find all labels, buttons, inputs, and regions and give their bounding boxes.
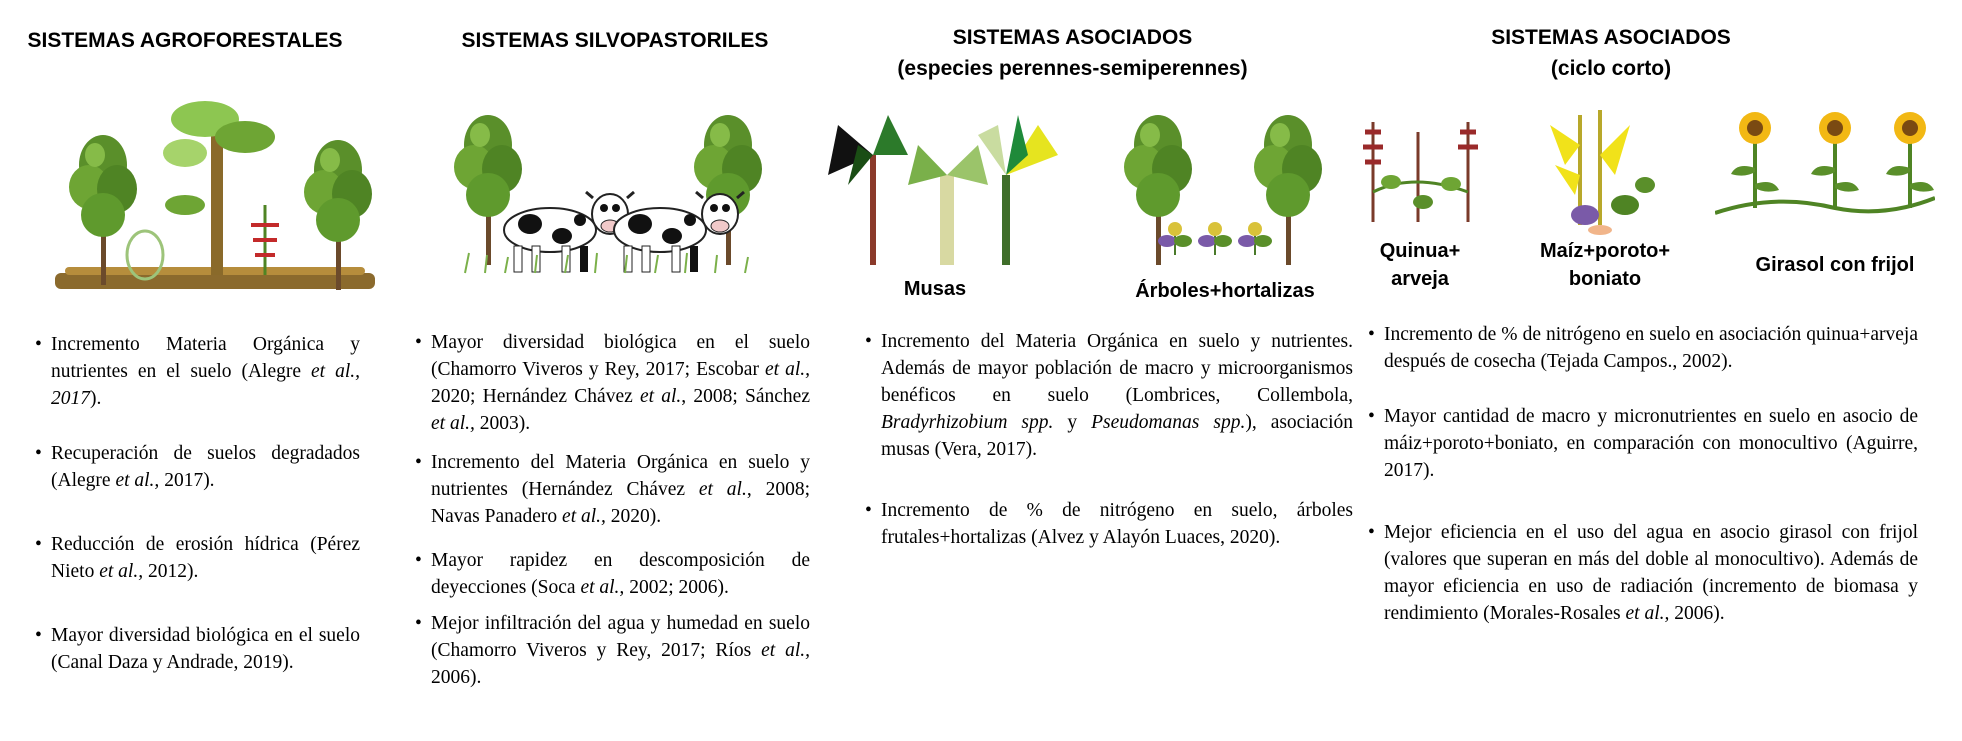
heading-line1: SISTEMAS ASOCIADOS — [952, 26, 1193, 49]
bullets-asociados-perennes — [865, 328, 1353, 588]
caption-line1: Quinua+ — [1379, 240, 1461, 262]
part: 2002; 2006). — [624, 577, 729, 598]
part: ). — [90, 388, 102, 409]
heading-asociados-ciclo-corto — [1340, 22, 1882, 84]
part: 2006). — [1669, 603, 1725, 624]
bullet-item — [35, 440, 360, 494]
part: Pseudomanas spp. — [1091, 412, 1246, 433]
caption-line2: arveja — [1391, 268, 1449, 290]
part: 2020; Hernández Chávez — [431, 386, 640, 407]
bullet-item — [415, 547, 810, 601]
column-asociados-ciclo-corto — [1350, 0, 1962, 741]
part: Recuperación de suelos degradados (Alegre — [51, 443, 360, 491]
part: et al. — [639, 386, 682, 407]
part: Mayor cantidad de macro y micronutrientes en suelo en asocio de máiz+poroto+boniato, en comparación con monocultivo (Aguirre, 2017). — [1384, 406, 1918, 481]
caption-maiz-poroto-boniato — [1520, 237, 1690, 293]
heading-line1: SISTEMAS ASOCIADOS — [1491, 26, 1731, 49]
caption-musas — [875, 275, 995, 303]
heading-line2: (especies perennes-semiperennes) — [897, 57, 1248, 80]
girasol-frijol-illustration — [1715, 108, 1935, 228]
part: Reducción de erosión hídrica (Pérez Nieto — [51, 534, 360, 582]
part: ), asociación musas (Vera, 2017). — [881, 412, 1353, 460]
part: Mejor infiltración del agua y humedad en suelo (Chamorro Viveros y Rey, 2017; Ríos — [431, 613, 810, 661]
part: Mayor diversidad biológica en el suelo (Chamorro Viveros y Rey, 2017; Escobar — [431, 332, 810, 380]
part: , 2008; Sánchez — [681, 386, 810, 407]
caption-quinua-arveja — [1355, 237, 1485, 293]
column-silvopastoriles — [400, 0, 830, 741]
part: et al., — [764, 359, 810, 380]
part: et al. — [698, 479, 747, 500]
caption-text: Musas — [903, 278, 967, 300]
bullet-item — [1368, 519, 1918, 627]
part: Incremento Materia Orgánica y nutrientes en el suelo (Alegre — [51, 334, 360, 382]
bullet-item — [35, 331, 360, 412]
bullets-agroforestales — [35, 331, 360, 713]
part: et al., — [1625, 603, 1670, 624]
part: Mejor eficiencia en el uso del agua en asocio girasol con frijol (valores que superan en más del doble al monocultivo). Además de mayor eficiencia en uso de radiación (incremento de biomasa y rendimiento (Morales-Rosales — [1384, 522, 1918, 624]
caption-line1: Maíz+poroto+ — [1539, 240, 1670, 262]
part: 2006). — [431, 667, 482, 688]
part: et al., — [431, 413, 475, 434]
caption-text: Girasol con frijol — [1755, 254, 1915, 276]
heading-asociados-perennes — [795, 22, 1350, 84]
part: , 2008; Navas Panadero — [431, 479, 810, 527]
part: et al., — [580, 577, 625, 598]
bullet-item — [35, 622, 360, 676]
caption-line2: boniato — [1568, 268, 1642, 290]
heading-text: SISTEMAS AGROFORESTALES — [27, 29, 343, 52]
bullet-item — [35, 531, 360, 585]
caption-girasol-frijol — [1735, 251, 1935, 279]
part: et al., 2017 — [51, 361, 360, 409]
part: et al., — [99, 561, 144, 582]
heading-line2: (ciclo corto) — [1550, 57, 1672, 80]
bullet-item — [865, 328, 1353, 463]
maiz-poroto-boniato-illustration — [1535, 105, 1665, 235]
bullet-item — [1368, 403, 1918, 484]
part: et al., — [562, 506, 606, 527]
heading-text: SISTEMAS SILVOPASTORILES — [461, 29, 769, 52]
part: Bradyrhizobium spp. — [881, 412, 1054, 433]
part: Mayor rapidez en descomposición de deyecciones (Soca — [431, 550, 810, 598]
bullet-item — [415, 610, 810, 691]
part: Incremento del Materia Orgánica en suelo y nutrientes (Hernández Chávez — [431, 452, 810, 500]
bullet-item — [865, 497, 1353, 551]
agroforestry-illustration — [55, 95, 375, 300]
part: et al., — [761, 640, 810, 661]
part: 2017). — [159, 470, 215, 491]
part: Incremento de % de nitrógeno en suelo, árboles frutales+hortalizas (Alvez y Alayón Luaces, 2020). — [881, 500, 1353, 548]
part: 2020). — [605, 506, 662, 527]
quinua-arveja-illustration — [1353, 112, 1488, 222]
bullets-asociados-ciclo-corto — [1368, 321, 1918, 664]
part: 2003). — [474, 413, 531, 434]
part: y — [1053, 412, 1092, 433]
part: et al., — [115, 470, 160, 491]
musas-illustration — [828, 115, 1088, 265]
caption-arboles-hortalizas — [1095, 277, 1355, 305]
heading-agroforestales — [0, 25, 370, 56]
bullet-item — [1368, 321, 1918, 375]
part: Mayor diversidad biológica en el suelo (Canal Daza y Andrade, 2019). — [51, 625, 360, 673]
column-asociados-perennes — [830, 0, 1353, 741]
column-agroforestales — [0, 0, 370, 741]
part: 2012). — [143, 561, 199, 582]
arboles-hortalizas-illustration — [1115, 115, 1345, 265]
bullet-item — [415, 449, 810, 530]
caption-text: Árboles+hortalizas — [1135, 280, 1315, 302]
heading-silvopastoriles — [400, 25, 830, 56]
bullets-silvopastoriles — [415, 329, 810, 728]
part: Incremento de % de nitrógeno en suelo en asociación quinua+arveja después de cosecha (Tejada Campos., 2002). — [1384, 324, 1918, 372]
part: Incremento del Materia Orgánica en suelo y nutrientes. Además de mayor población de macro y microorganismos benéficos en suelo (Lombrices, Collembola, — [881, 331, 1353, 406]
bullet-item — [415, 329, 810, 437]
silvopastoral-illustration — [445, 105, 775, 275]
